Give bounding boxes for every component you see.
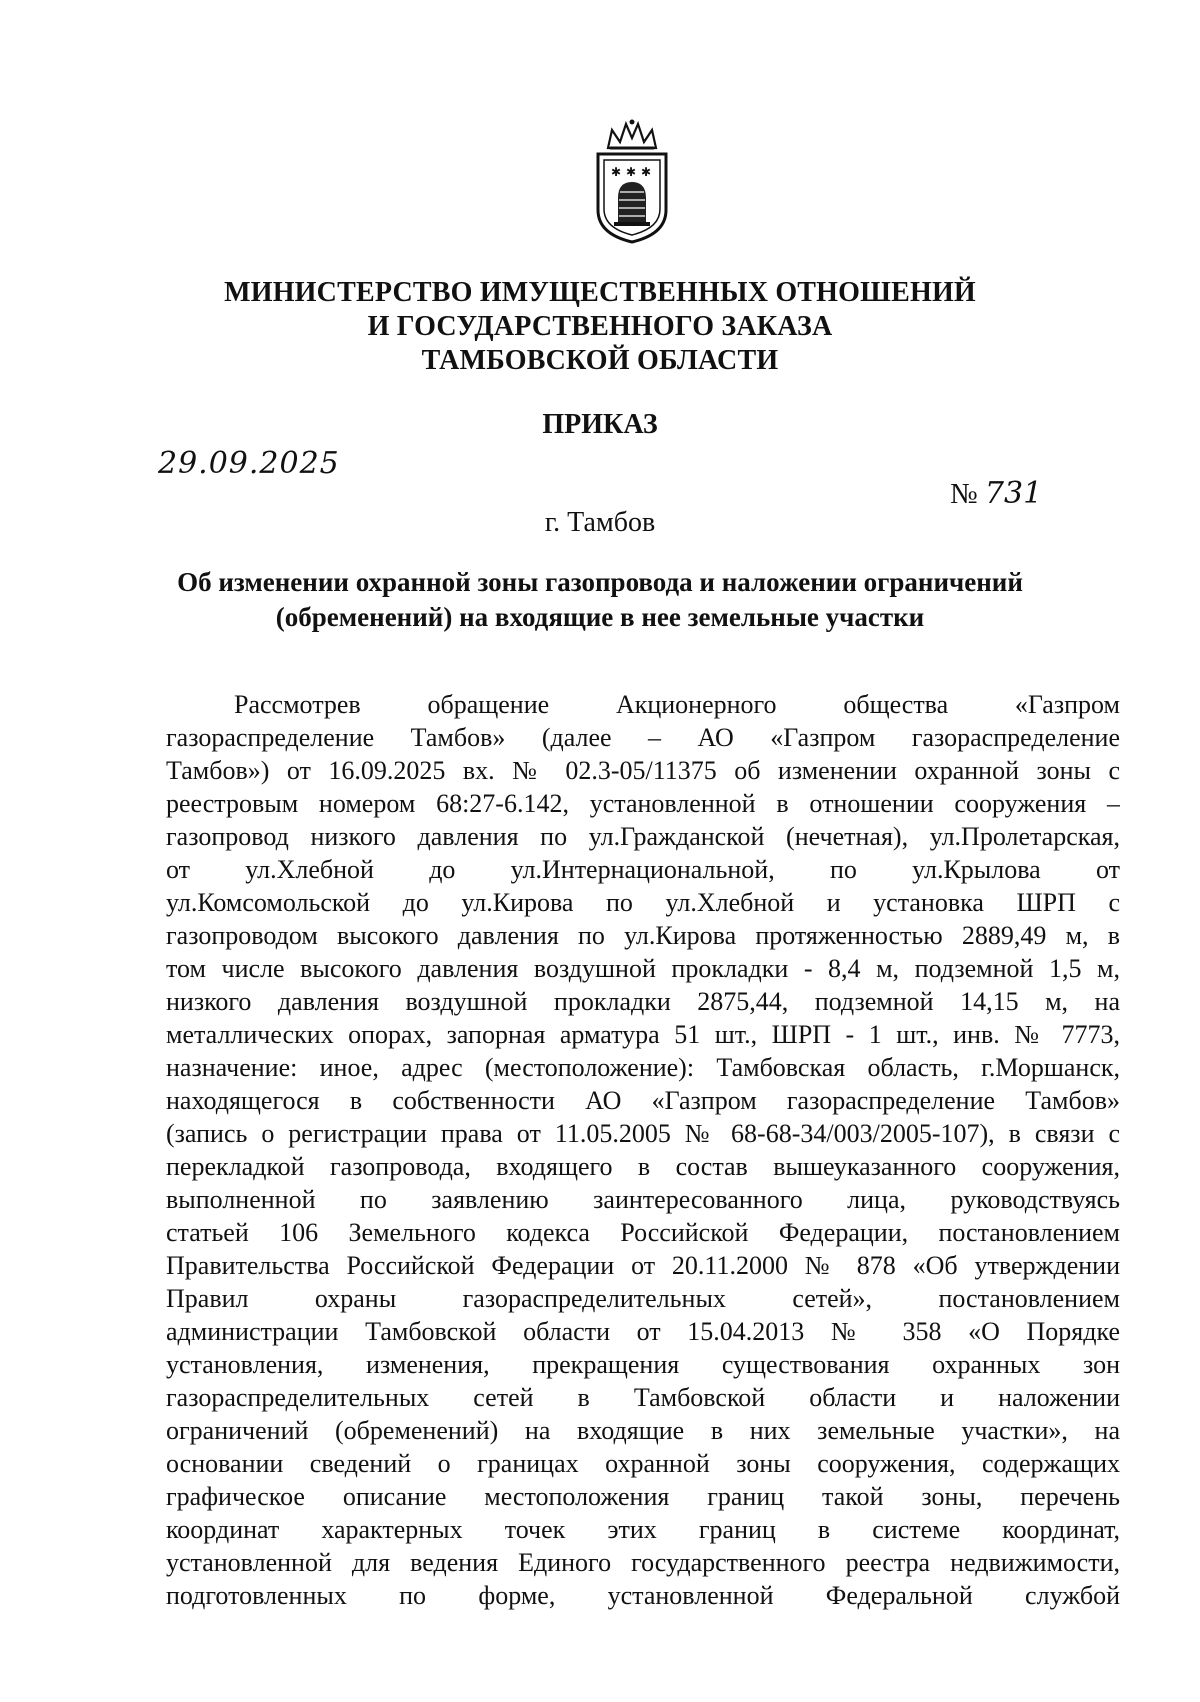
body-line: от ул.Хлебной до ул.Интернациональной, по ул.Крылова от	[166, 855, 1120, 884]
body-line: газораспределение Тамбов» (далее – АО «Газпром газораспределение	[166, 723, 1120, 752]
body-line: Рассмотрев обращение Акционерного общества «Газпром	[234, 690, 1120, 719]
coat-of-arms-icon	[586, 118, 678, 246]
body-line: основании сведений о границах охранной зоны сооружения, содержащих	[166, 1449, 1120, 1478]
body-line: назначение: иное, адрес (местоположение): Тамбовская область, г.Моршанск,	[166, 1053, 1120, 1082]
body-line: статьей 106 Земельного кодекса Российской Федерации, постановлением	[166, 1218, 1120, 1247]
body-line: перекладкой газопровода, входящего в состав вышеуказанного сооружения,	[166, 1152, 1120, 1181]
body-line: установленной для ведения Единого государственного реестра недвижимости,	[166, 1548, 1120, 1577]
body-line: металлических опорах, запорная арматура 51 шт., ШРП - 1 шт., инв. № 7773,	[166, 1020, 1120, 1049]
body-line: реестровым номером 68:27-6.142, установленной в отношении сооружения –	[166, 789, 1120, 818]
body-line: (запись о регистрации права от 11.05.2005 № 68-68-34/003/2005-107), в связи с	[166, 1119, 1120, 1148]
body-line: установления, изменения, прекращения существования охранных зон	[166, 1350, 1120, 1379]
ministry-name-line-3: ТАМБОВСКОЙ ОБЛАСТИ	[421, 345, 779, 376]
body-line: ул.Комсомольской до ул.Кирова по ул.Хлебной и установка ШРП с	[166, 888, 1120, 917]
body-line: газопроводом высокого давления по ул.Кирова протяженностью 2889,49 м, в	[166, 921, 1120, 950]
body-line: подготовленных по форме, установленной Федеральной службой	[166, 1581, 1120, 1610]
subject-line-1: Об изменении охранной зоны газопровода и наложении ограничений	[177, 567, 1023, 597]
document-date: 29.09.2025	[158, 446, 340, 481]
svg-text:✱: ✱	[641, 165, 652, 179]
svg-text:✱: ✱	[611, 165, 622, 179]
body-line: выполненной по заявлению заинтересованного лица, руководствуясь	[166, 1185, 1120, 1214]
ministry-name-line-1: МИНИСТЕРСТВО ИМУЩЕСТВЕННЫХ ОТНОШЕНИЙ	[224, 277, 976, 308]
body-line: координат характерных точек этих границ в системе координат,	[166, 1515, 1120, 1544]
body-line: ограничений (обременений) на входящие в них земельные участки», на	[166, 1416, 1120, 1445]
body-line: Правил охраны газораспределительных сетей», постановлением	[166, 1284, 1120, 1313]
ministry-name-line-2: И ГОСУДАРСТВЕННОГО ЗАКАЗА	[367, 311, 833, 342]
body-line: Тамбов») от 16.09.2025 вх. № 02.3-05/11375 об изменении охранной зоны с	[166, 756, 1120, 785]
document-city: г. Тамбов	[544, 507, 656, 538]
body-line: том числе высокого давления воздушной прокладки - 8,4 м, подземной 1,5 м,	[166, 954, 1120, 983]
document-type-title: ПРИКАЗ	[542, 409, 658, 440]
body-line: администрации Тамбовской области от 15.04.2013 № 358 «О Порядке	[166, 1317, 1120, 1346]
body-line: находящегося в собственности АО «Газпром газораспределение Тамбов»	[166, 1086, 1120, 1115]
body-line: низкого давления воздушной прокладки 2875,44, подземной 14,15 м, на	[166, 987, 1120, 1016]
svg-text:✱: ✱	[626, 165, 637, 179]
body-line: газораспределительных сетей в Тамбовской области и наложении	[166, 1383, 1120, 1412]
body-line: Правительства Российской Федерации от 20.11.2000 № 878 «Об утверждении	[166, 1251, 1120, 1280]
body-line: газопровод низкого давления по ул.Гражданской (нечетная), ул.Пролетарская,	[166, 822, 1120, 851]
document-number-value: 731	[984, 476, 1043, 511]
number-sign: №	[950, 478, 978, 510]
subject-line-2: (обременений) на входящие в нее земельные участки	[275, 602, 925, 632]
body-line: графическое описание местоположения границ такой зоны, перечень	[166, 1482, 1120, 1511]
